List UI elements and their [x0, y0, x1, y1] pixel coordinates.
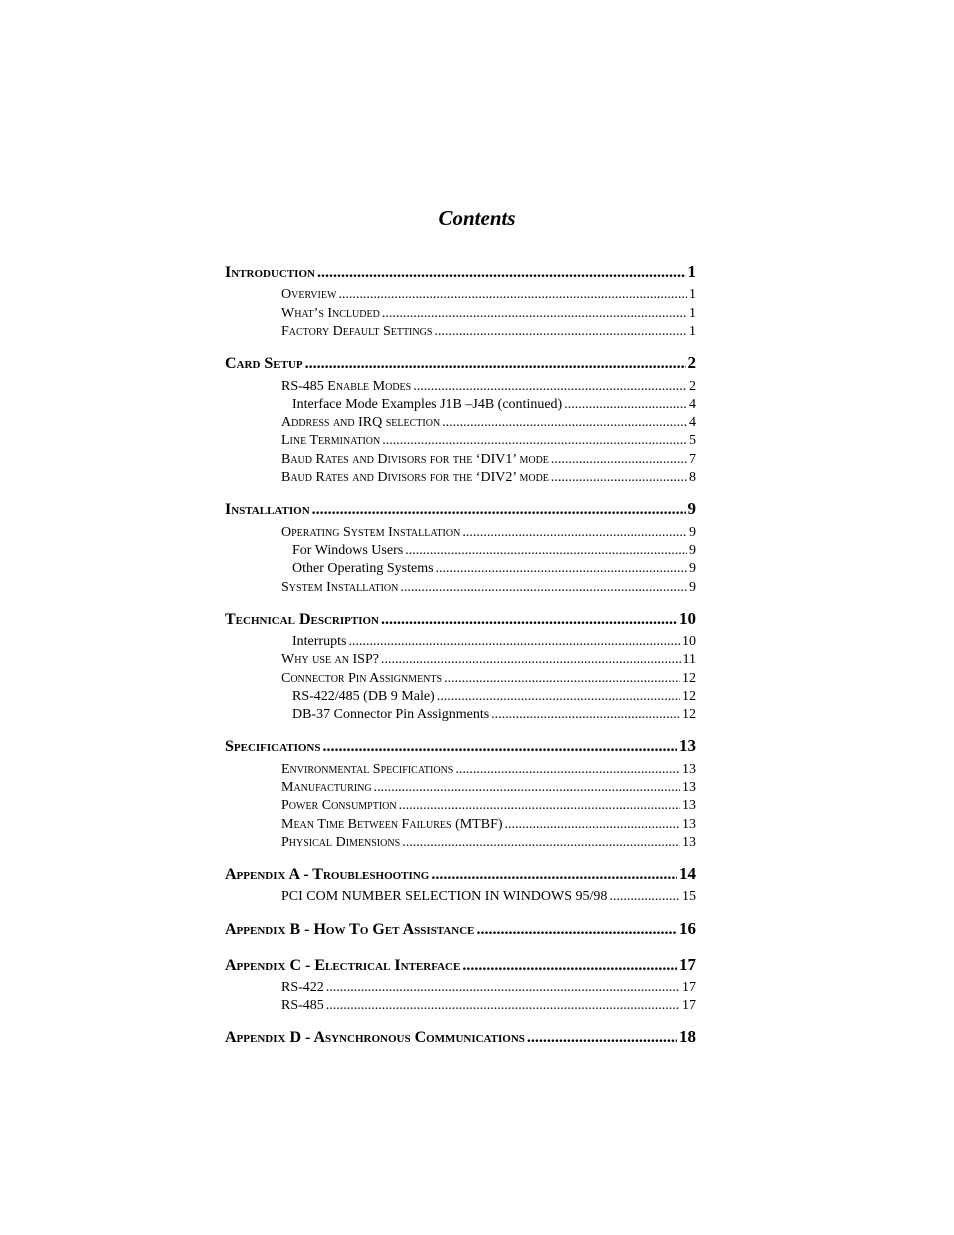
toc-entry-level-2[interactable]: [281, 416, 696, 430]
dot-leader: [326, 981, 680, 995]
toc-entry-level-1[interactable]: [225, 1028, 696, 1046]
toc-entry-level-2[interactable]: [281, 307, 696, 321]
toc-entry-page-number: 11: [682, 652, 696, 667]
toc-entry-page-number: 9: [687, 499, 696, 518]
toc-entry-label: Installation: [225, 501, 310, 518]
dot-leader: [374, 781, 680, 795]
dot-leader: [477, 922, 678, 938]
toc-entry-page-number: 13: [682, 780, 696, 795]
toc-entry-page-number: 2: [689, 379, 696, 394]
toc-entry-level-2[interactable]: [281, 763, 696, 777]
toc-entry-level-1[interactable]: [225, 610, 696, 628]
toc-entry-level-2[interactable]: [281, 653, 696, 667]
toc-entry-page-number: 8: [689, 470, 696, 485]
toc-entry-page-number: 13: [682, 798, 696, 813]
toc-entry-page-number: 4: [689, 397, 696, 412]
toc-entry-level-2[interactable]: [281, 526, 696, 540]
toc-entry-level-1[interactable]: [225, 263, 696, 281]
dot-leader: [413, 380, 687, 394]
dot-leader: [348, 635, 680, 649]
dot-leader: [609, 890, 680, 904]
toc-entry-page-number: 1: [689, 324, 696, 339]
dot-leader: [442, 416, 687, 430]
toc-entry-page-number: 17: [682, 980, 696, 995]
toc-entry-label: RS-485: [281, 998, 324, 1013]
toc-entry-level-2[interactable]: [281, 890, 696, 904]
toc-entry-page-number: 9: [689, 561, 696, 576]
dot-leader: [381, 612, 677, 628]
toc-entry-level-3[interactable]: [292, 690, 696, 704]
toc-entry-label: System Installation: [281, 580, 399, 595]
toc-entry-label: Why use an ISP?: [281, 652, 379, 667]
toc-entry-label: Line Termination: [281, 433, 381, 448]
dot-leader: [305, 356, 686, 372]
toc-entry-label: Technical Description: [225, 611, 379, 628]
toc-entry-label: Specifications: [225, 738, 321, 755]
toc-entry-label: Overview: [281, 287, 337, 302]
dot-leader: [551, 453, 687, 467]
dot-leader: [382, 434, 687, 448]
toc-entry-page-number: 9: [689, 580, 696, 595]
dot-leader: [505, 818, 680, 832]
dot-leader: [382, 307, 687, 321]
toc-entry-label: Card Setup: [225, 355, 303, 372]
dot-leader: [455, 763, 680, 777]
page-title: Contents: [438, 206, 516, 230]
dot-leader: [317, 265, 686, 281]
toc-entry-level-3[interactable]: [292, 635, 696, 649]
toc-entry-label: Manufacturing: [281, 780, 372, 795]
toc-entry-page-number: 14: [679, 864, 696, 883]
toc-entry-page-number: 12: [682, 689, 696, 704]
toc-entry-page-number: 10: [682, 634, 696, 649]
dot-leader: [491, 708, 680, 722]
dot-leader: [444, 672, 680, 686]
toc-entry-page-number: 2: [687, 353, 696, 372]
dot-leader: [381, 653, 681, 667]
toc-entry-page-number: 13: [682, 762, 696, 777]
toc-entry-page-number: 4: [689, 415, 696, 430]
toc-entry-page-number: 5: [689, 433, 696, 448]
toc-entry-level-1[interactable]: [225, 956, 696, 974]
toc-entry-level-1[interactable]: [225, 737, 696, 755]
dot-leader: [462, 526, 687, 540]
toc-entry-level-2[interactable]: [281, 380, 696, 394]
toc-entry-label: RS-422: [281, 980, 324, 995]
dot-leader: [437, 690, 680, 704]
toc-entry-level-2[interactable]: [281, 434, 696, 448]
toc-entry-page-number: 1: [689, 306, 696, 321]
toc-entry-page-number: 1: [689, 287, 696, 302]
toc-entry-level-3[interactable]: [292, 544, 696, 558]
dot-leader: [402, 836, 680, 850]
toc-entry-label: What’s Included: [281, 306, 380, 321]
toc-entry-page-number: 16: [679, 919, 696, 938]
toc-entry-label: Operating System Installation: [281, 525, 461, 540]
toc-entry-level-2[interactable]: [281, 981, 696, 995]
toc-entry-label: Connector Pin Assignments: [281, 671, 443, 686]
dot-leader: [323, 739, 678, 755]
toc-entry-label: RS-485 Enable Modes: [281, 379, 412, 394]
toc-entry-label: Physical Dimensions: [281, 835, 401, 850]
dot-leader: [399, 799, 680, 813]
dot-leader: [326, 999, 680, 1013]
toc-entry-page-number: 18: [679, 1027, 696, 1046]
dot-leader: [400, 581, 687, 595]
toc-entry-level-1[interactable]: [225, 920, 696, 938]
toc-entry-level-2[interactable]: [281, 325, 696, 339]
dot-leader: [527, 1030, 677, 1046]
toc-entry-page-number: 13: [682, 835, 696, 850]
toc-entry-page-number: 12: [682, 671, 696, 686]
dot-leader: [405, 544, 687, 558]
toc-entry-level-1[interactable]: [225, 500, 696, 518]
toc-entry-level-3[interactable]: [292, 708, 696, 722]
toc-entry-page-number: 17: [682, 998, 696, 1013]
toc-entry-label: Address and IRQ selection: [281, 415, 441, 430]
toc-entry-page-number: 15: [682, 889, 696, 904]
toc-entry-level-1[interactable]: [225, 865, 696, 883]
toc-entry-label: Other Operating Systems: [292, 561, 434, 576]
toc-entry-level-2[interactable]: [281, 288, 696, 302]
toc-entry-label: Appendix B - How To Get Assistance: [225, 921, 475, 938]
toc-entry-label: Interrupts: [292, 634, 347, 649]
toc-entry-label: Environmental Specifications: [281, 762, 454, 777]
toc-entry-label: Introduction: [225, 264, 315, 281]
toc-entry-label: Factory Default Settings: [281, 324, 433, 339]
toc-entry-page-number: 13: [682, 817, 696, 832]
toc-entry-label: Baud Rates and Divisors for the ‘DIV2’ mode: [281, 470, 549, 485]
toc-entry-page-number: 7: [689, 452, 696, 467]
dot-leader: [551, 471, 687, 485]
toc-entry-label: DB-37 Connector Pin Assignments: [292, 707, 490, 722]
toc-entry-page-number: 12: [682, 707, 696, 722]
toc-entry-label: Interface Mode Examples J1B –J4B (continued): [292, 397, 563, 412]
dot-leader: [338, 288, 687, 302]
toc-entry-level-2[interactable]: [281, 799, 696, 813]
toc-entry-level-2[interactable]: [281, 672, 696, 686]
toc-entry-level-2[interactable]: [281, 999, 696, 1013]
toc-entry-page-number: 10: [679, 609, 696, 628]
toc-entry-page-number: 9: [689, 543, 696, 558]
toc-entry-label: For Windows Users: [292, 543, 404, 558]
toc-entry-label: Baud Rates and Divisors for the ‘DIV1’ mode: [281, 452, 549, 467]
toc-entry-label: Appendix A - Troubleshooting: [225, 866, 430, 883]
toc-entry-level-1[interactable]: [225, 354, 696, 372]
toc-entry-label: PCI COM NUMBER SELECTION IN WINDOWS 95/98: [281, 889, 608, 904]
toc-entry-level-3[interactable]: [292, 398, 696, 412]
dot-leader: [312, 502, 686, 518]
dot-leader: [462, 958, 677, 974]
toc-entry-level-2[interactable]: [281, 781, 696, 795]
toc-entry-page-number: 1: [687, 262, 696, 281]
dot-leader: [431, 867, 677, 883]
toc-entry-level-2[interactable]: [281, 471, 696, 485]
toc-entry-page-number: 9: [689, 525, 696, 540]
toc-entry-label: Power Consumption: [281, 798, 397, 813]
toc-entry-level-3[interactable]: [292, 562, 696, 576]
toc-entry-level-2[interactable]: [281, 818, 696, 832]
toc-entry-label: Mean Time Between Failures (MTBF): [281, 817, 503, 832]
dot-leader: [436, 562, 687, 576]
toc-entry-label: Appendix D - Asynchronous Communications: [225, 1029, 525, 1046]
toc-entry-page-number: 17: [679, 955, 696, 974]
toc-entry-level-2[interactable]: [281, 581, 696, 595]
toc-entry-level-2[interactable]: [281, 453, 696, 467]
toc-entry-label: Appendix C - Electrical Interface: [225, 957, 461, 974]
dot-leader: [564, 398, 687, 412]
toc-entry-level-2[interactable]: [281, 836, 696, 850]
dot-leader: [434, 325, 687, 339]
toc-entry-label: RS-422/485 (DB 9 Male): [292, 689, 435, 704]
toc-entry-page-number: 13: [679, 736, 696, 755]
